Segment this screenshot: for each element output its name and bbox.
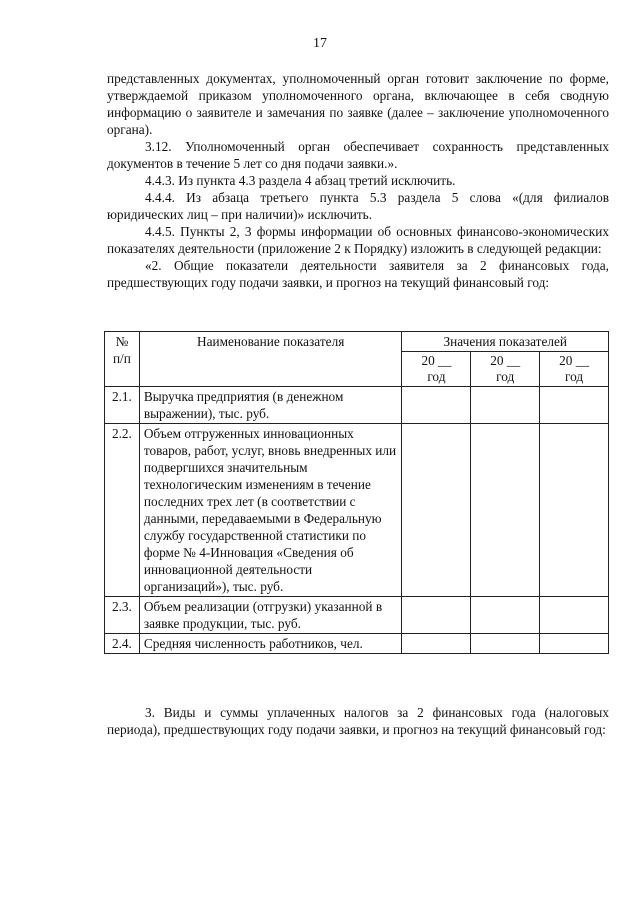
value-cell (540, 424, 609, 597)
row-name: Средняя численность работников, чел. (139, 634, 402, 654)
paragraph: 3.12. Уполномоченный орган обеспечивает сохранность представленных документов в течение 5 лет со дня подачи заявки.». (107, 139, 609, 171)
row-num: 2.3. (105, 597, 140, 634)
year-cell (540, 352, 609, 387)
page-number: 17 (313, 36, 327, 51)
value-cell (540, 387, 609, 424)
row-name: Объем отгруженных инновационных товаров, работ, услуг, вновь внедренных или подвергшихся значительным технологическим изменениям в течение последних трех лет (в соответствии с данными, передаваемыми в Федеральную службу государственной статистики по форме № 4-Инновация «Сведения об инновационной деятельности организаций»), тыс. руб. (139, 424, 402, 597)
year-label-top: 20 __ (559, 353, 590, 368)
value-cell (540, 597, 609, 634)
year-label-bottom: год (496, 369, 515, 384)
year-cell (402, 352, 471, 387)
table-header-row (105, 332, 609, 352)
paragraph: представленных документах, уполномоченный орган готовит заключение по форме, утверждаемой приказом уполномоченного органа, включающее в себя сводную информацию о заявителе и замечания по заявке (далее – заключение уполномоченного органа). (107, 71, 609, 137)
value-cell (402, 634, 471, 654)
year-cell (471, 352, 540, 387)
row-name: Объем реализации (отгрузки) указанной в заявке продукции, тыс. руб. (139, 597, 402, 634)
body-text (107, 70, 609, 291)
value-cell (471, 597, 540, 634)
value-cell (471, 634, 540, 654)
year-label-top: 20 __ (490, 353, 521, 368)
paragraph: 4.4.4. Из абзаца третьего пункта 5.3 раздела 5 слова «(для филиалов юридических лиц – при наличии)» исключить. (107, 190, 609, 222)
value-cell (402, 597, 471, 634)
table-row (105, 597, 609, 634)
table-row (105, 634, 609, 654)
row-name: Выручка предприятия (в денежном выражении), тыс. руб. (139, 387, 402, 424)
header-values: Значения показателей (402, 332, 609, 352)
year-label-bottom: год (427, 369, 446, 384)
row-num: 2.4. (105, 634, 140, 654)
row-num: 2.1. (105, 387, 140, 424)
paragraph: 4.4.5. Пункты 2, 3 формы информации об основных финансово-экономических показателях деятельности (приложение 2 к Порядку) изложить в следующей редакции: (107, 224, 609, 256)
value-cell (402, 424, 471, 597)
table-row (105, 387, 609, 424)
table-row (105, 424, 609, 597)
paragraph: 3. Виды и суммы уплаченных налогов за 2 финансовых года (налоговых периода), предшествующих году подачи заявки, и прогноз на текущий финансовый год: (107, 705, 609, 737)
paragraph: 4.4.3. Из пункта 4.3 раздела 4 абзац третий исключить. (145, 173, 456, 188)
paragraph: «2. Общие показатели деятельности заявителя за 2 финансовых года, предшествующих году подачи заявки, и прогноз на текущий финансовый год: (107, 258, 609, 290)
indicators-table (104, 331, 609, 654)
row-num: 2.2. (105, 424, 140, 597)
value-cell (540, 634, 609, 654)
header-name: Наименование показателя (139, 332, 402, 387)
header-num: № п/п (105, 332, 140, 387)
value-cell (402, 387, 471, 424)
value-cell (471, 424, 540, 597)
section-3 (107, 704, 609, 738)
value-cell (471, 387, 540, 424)
year-label-bottom: год (564, 369, 584, 384)
year-label-top: 20 __ (421, 353, 452, 368)
